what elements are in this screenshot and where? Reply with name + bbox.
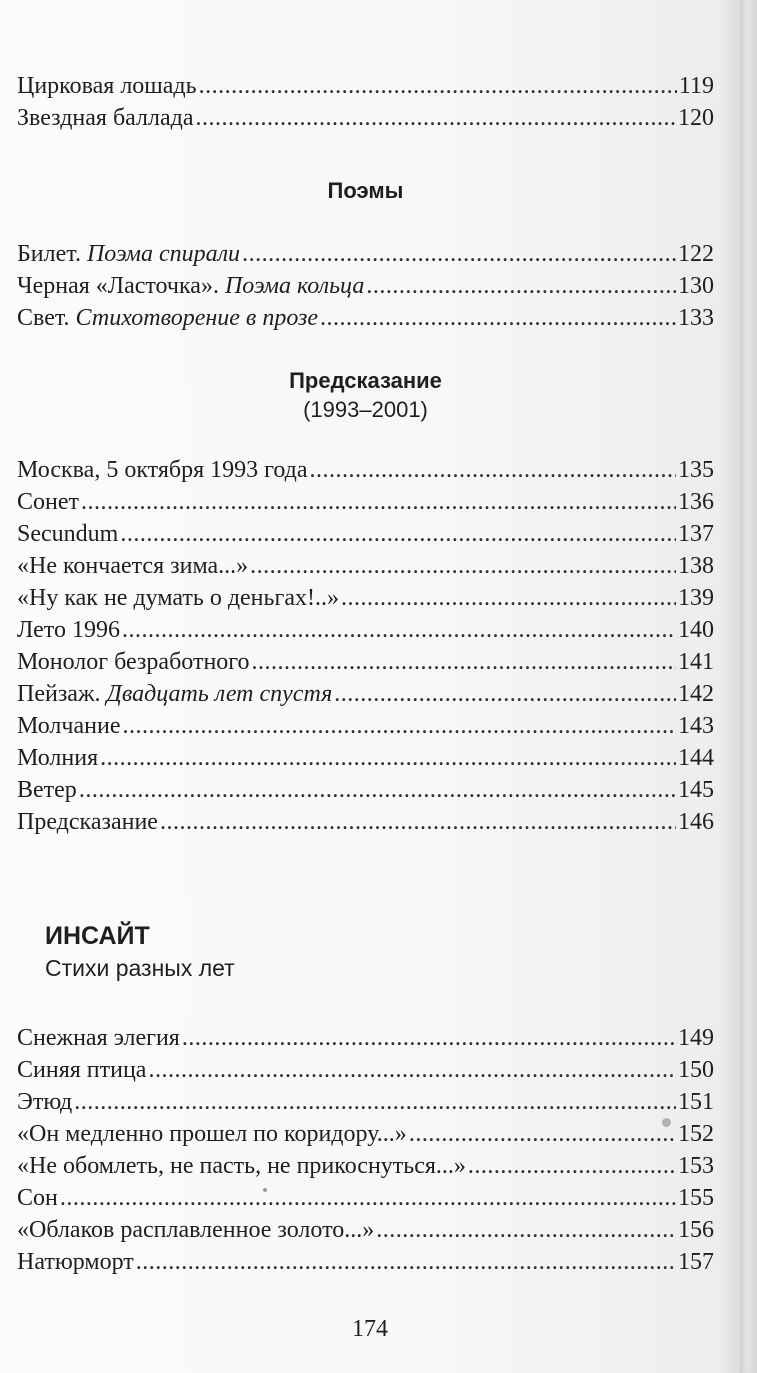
entry-page-number: 119 (678, 73, 714, 99)
entry-page-number: 152 (678, 1121, 714, 1147)
toc-entry (17, 550, 714, 582)
toc-entry (17, 1150, 714, 1182)
section-years: (1993–2001) (303, 397, 428, 422)
dot-leader (310, 454, 676, 486)
entry-page-number: 136 (678, 489, 714, 515)
entry-title: Secundum (17, 521, 119, 547)
entry-title: «Не кончается зима...» (17, 553, 249, 579)
toc-entry (17, 806, 714, 838)
entry-title: «Облаков расплавленное золото...» (17, 1217, 375, 1243)
entry-title: Лето 1996 (17, 617, 120, 643)
entry-title: Билет. Поэма спирали (17, 241, 241, 267)
entry-title: Молчание (17, 713, 121, 739)
toc-entry (17, 454, 714, 486)
toc-entry (17, 70, 714, 102)
entry-page-number: 149 (678, 1025, 714, 1051)
paper-speck (662, 1118, 671, 1127)
dot-leader (409, 1118, 676, 1150)
toc-entry (17, 742, 714, 774)
toc-entry (17, 678, 714, 710)
dot-leader (199, 70, 677, 102)
toc-entry (17, 238, 714, 270)
entry-page-number: 138 (678, 553, 714, 579)
entry-title: Черная «Ласточка». Поэма кольца (17, 273, 365, 299)
dot-leader (60, 1182, 676, 1214)
toc-entry (17, 710, 714, 742)
toc-entry (17, 302, 714, 334)
entry-title: Натюрморт (17, 1249, 134, 1275)
entry-title: «Ну как не думать о деньгах!..» (17, 585, 339, 611)
dot-leader (341, 582, 676, 614)
entry-page-number: 140 (678, 617, 714, 643)
entry-title: Пейзаж. Двадцать лет спустя (17, 681, 333, 707)
toc-entry (17, 1086, 714, 1118)
dot-leader (376, 1214, 676, 1246)
paper-speck (263, 1188, 267, 1192)
entry-title: Снежная элегия (17, 1025, 180, 1051)
dot-leader (252, 646, 676, 678)
dot-leader (136, 1246, 676, 1278)
dot-leader (242, 238, 676, 270)
entry-title: Сон (17, 1185, 58, 1211)
entry-page-number: 130 (678, 273, 714, 299)
toc-group-insight (17, 1022, 714, 1278)
entry-page-number: 141 (678, 649, 714, 675)
entry-title: Молния (17, 745, 99, 771)
part-heading: ИНСАЙТ (45, 922, 150, 950)
toc-group-prediction (17, 454, 714, 838)
toc-entry (17, 102, 714, 134)
entry-page-number: 145 (678, 777, 714, 803)
part-subtitle: Стихи разных лет (45, 955, 235, 981)
toc-entry (17, 1214, 714, 1246)
entry-title: «Не обомлеть, не пасть, не прикоснуться...» (17, 1153, 466, 1179)
toc-entry (17, 1022, 714, 1054)
entry-title: Монолог безработного (17, 649, 250, 675)
toc-entry (17, 518, 714, 550)
entry-title: Синяя птица (17, 1057, 147, 1083)
toc-entry (17, 1054, 714, 1086)
dot-leader (160, 806, 676, 838)
entry-page-number: 122 (678, 241, 714, 267)
entry-page-number: 137 (678, 521, 714, 547)
dot-leader (122, 710, 676, 742)
toc-entry (17, 486, 714, 518)
dot-leader (366, 270, 676, 302)
dot-leader (250, 550, 676, 582)
toc-entry (17, 646, 714, 678)
toc-entry (17, 774, 714, 806)
dot-leader (74, 1086, 676, 1118)
entry-page-number: 143 (678, 713, 714, 739)
dot-leader (100, 742, 676, 774)
entry-page-number: 155 (678, 1185, 714, 1211)
entry-page-number: 135 (678, 457, 714, 483)
entry-page-number: 153 (678, 1153, 714, 1179)
entry-title: Свет. Стихотворение в прозе (17, 305, 319, 331)
toc-group-poems (17, 238, 714, 334)
dot-leader (182, 1022, 676, 1054)
entry-title: Москва, 5 октября 1993 года (17, 457, 308, 483)
entry-page-number: 133 (678, 305, 714, 331)
dot-leader (468, 1150, 676, 1182)
entry-title: «Он медленно прошел по коридору...» (17, 1121, 407, 1147)
toc-group-top (17, 70, 714, 134)
dot-leader (81, 486, 676, 518)
dot-leader (196, 102, 677, 134)
entry-title: Ветер (17, 777, 77, 803)
page-edge-shadow (740, 0, 757, 1373)
section-heading-prediction: Предсказание (289, 368, 442, 393)
entry-title: Цирковая лошадь (17, 73, 197, 99)
dot-leader (148, 1054, 676, 1086)
entry-page-number: 142 (678, 681, 714, 707)
section-heading-poems: Поэмы (327, 178, 404, 203)
table-of-contents (17, 70, 714, 1278)
dot-leader (79, 774, 676, 806)
entry-page-number: 120 (678, 105, 714, 131)
dot-leader (320, 302, 676, 334)
entry-page-number: 144 (678, 745, 714, 771)
toc-entry (17, 270, 714, 302)
entry-page-number: 150 (678, 1057, 714, 1083)
toc-entry (17, 614, 714, 646)
dot-leader (122, 614, 676, 646)
toc-entry (17, 1246, 714, 1278)
entry-page-number: 151 (678, 1089, 714, 1115)
dot-leader (334, 678, 676, 710)
toc-entry (17, 1182, 714, 1214)
entry-title: Сонет (17, 489, 79, 515)
entry-title: Звездная баллада (17, 105, 194, 131)
dot-leader (120, 518, 676, 550)
entry-page-number: 139 (678, 585, 714, 611)
toc-entry (17, 1118, 714, 1150)
entry-title: Предсказание (17, 809, 158, 835)
toc-entry (17, 582, 714, 614)
page-number: 174 (352, 1316, 388, 1342)
entry-page-number: 157 (678, 1249, 714, 1275)
entry-title: Этюд (17, 1089, 73, 1115)
entry-page-number: 146 (678, 809, 714, 835)
entry-page-number: 156 (678, 1217, 714, 1243)
